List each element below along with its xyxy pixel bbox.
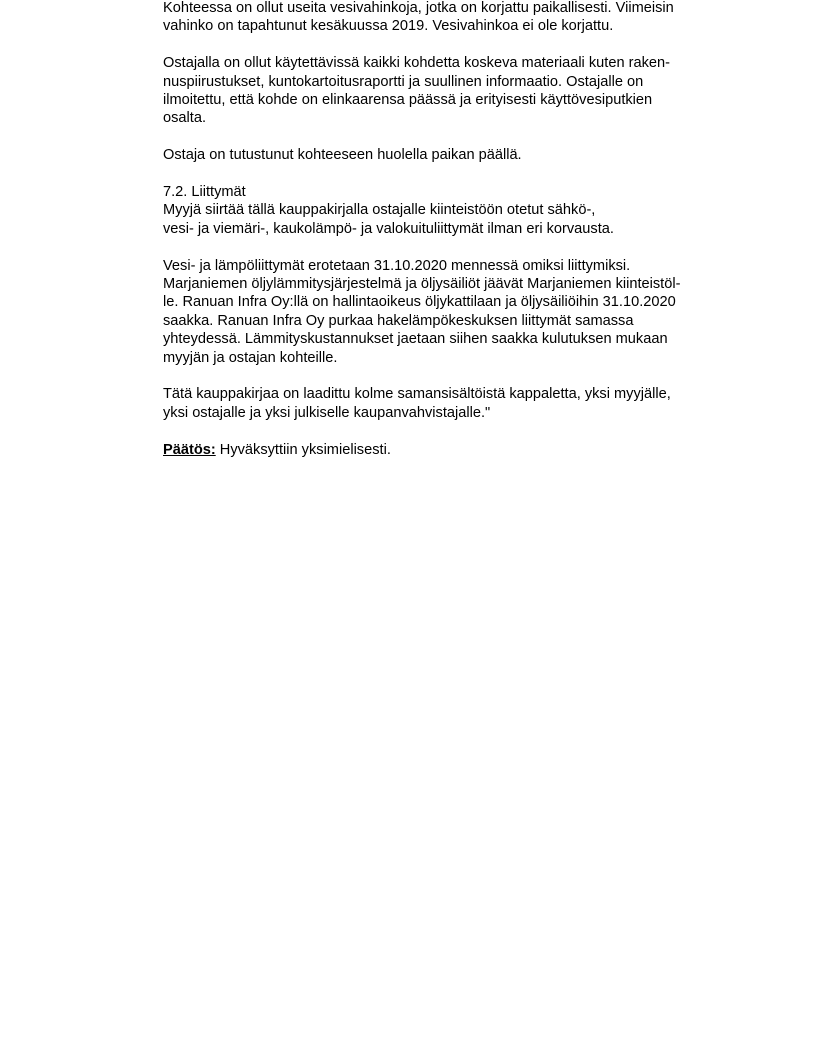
decision-row — [163, 441, 743, 459]
text-line: Myyjä siirtää tällä kauppakirjalla ostajalle kiinteistöön otetut sähkö-, — [163, 202, 596, 219]
buyer-materials-paragraph — [163, 54, 743, 128]
text-line: Vesi- ja lämpöliittymät erotetaan 31.10.2020 mennessä omiksi liittymiksi. — [163, 257, 631, 274]
paragraph-gap — [163, 128, 743, 146]
heating-connections-paragraph — [163, 257, 743, 367]
decision-text: Hyväksyttiin yksimielisesti. — [215, 441, 391, 458]
paragraph-gap — [163, 367, 743, 385]
paragraph-gap — [163, 36, 743, 54]
text-line: nuspiirustukset, kuntokartoitusraportti ja suullinen informaatio. Ostajalle on — [163, 73, 644, 90]
text-line: osalta. — [163, 110, 206, 127]
text-line: yhteydessä. Lämmityskustannukset jaetaan siihen saakka kulutuksen mukaan — [163, 331, 668, 348]
text-line: Ostaja on tutustunut kohteeseen huolella paikan päällä. — [163, 147, 522, 164]
text-line: Ostajalla on ollut käytettävissä kaikki kohdetta koskeva materiaali kuten raken- — [163, 55, 670, 72]
text-line: yksi ostajalle ja yksi julkiselle kaupanvahvistajalle." — [163, 404, 491, 421]
copies-paragraph — [163, 385, 743, 422]
document-page — [163, 0, 743, 459]
text-line: Kohteessa on ollut useita vesivahinkoja, jotka on korjattu paikallisesti. Viimeisin — [163, 0, 674, 16]
text-line: Tätä kauppakirjaa on laadittu kolme samansisältöistä kappaletta, yksi myyjälle, — [163, 386, 671, 403]
paragraph-gap — [163, 165, 743, 183]
paragraph-gap — [163, 238, 743, 256]
text-line: vesi- ja viemäri-, kaukolämpö- ja valokuituliittymät ilman eri korvausta. — [163, 220, 614, 237]
text-line: Marjaniemen öljylämmitysjärjestelmä ja öljysäiliöt jäävät Marjaniemen kiinteistöl- — [163, 276, 681, 293]
decision-label: Päätös: — [163, 441, 216, 458]
connections-section — [163, 183, 743, 238]
water-damage-paragraph — [163, 0, 743, 36]
text-line: ilmoitettu, että kohde on elinkaarensa päässä ja erityisesti käyttövesiputkien — [163, 92, 653, 109]
section-heading: 7.2. Liittymät — [163, 184, 246, 201]
buyer-inspection-paragraph — [163, 146, 743, 164]
text-line: vahinko on tapahtunut kesäkuussa 2019. Vesivahinkoa ei ole korjattu. — [163, 18, 614, 35]
decision-line — [163, 441, 743, 459]
paragraph-gap — [163, 422, 743, 440]
text-line: le. Ranuan Infra Oy:llä on hallintaoikeus öljykattilaan ja öljysäiliöihin 31.10.2020 — [163, 294, 676, 311]
text-line: saakka. Ranuan Infra Oy purkaa hakelämpökeskuksen liittymät samassa — [163, 312, 634, 329]
text-line: myyjän ja ostajan kohteille. — [163, 349, 338, 366]
